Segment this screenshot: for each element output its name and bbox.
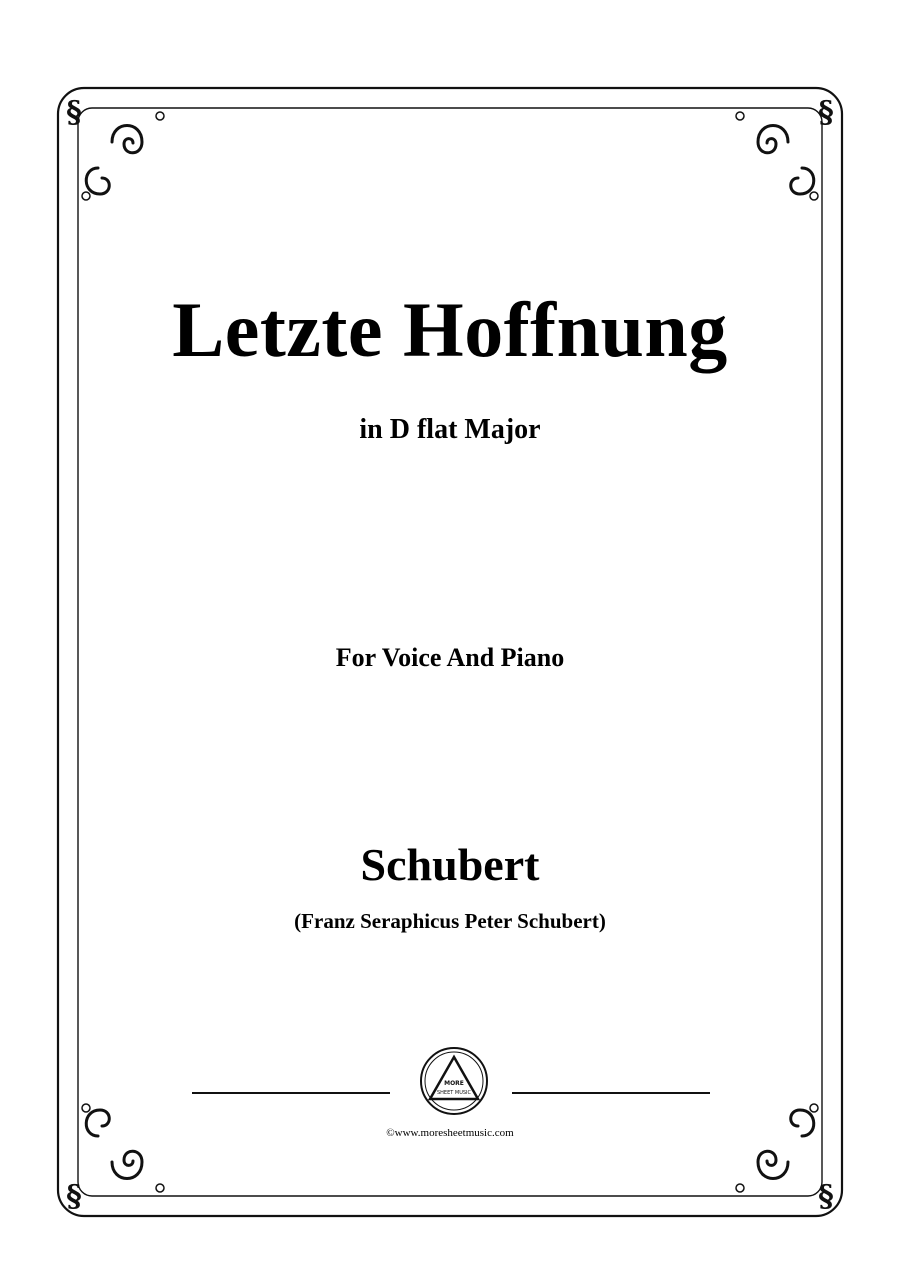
corner-ornament-icon: §: [818, 95, 834, 130]
composer-full-name: (Franz Seraphicus Peter Schubert): [294, 909, 606, 933]
svg-text:MORE: MORE: [444, 1080, 464, 1087]
svg-text:SHEET MUSIC: SHEET MUSIC: [436, 1090, 472, 1096]
triangle-logo-icon: [418, 1045, 490, 1117]
composer-name: Schubert: [360, 839, 540, 890]
website-link[interactable]: ©www.moresheetmusic.com: [386, 1127, 514, 1139]
left-divider: [192, 1092, 390, 1094]
page-title: Letzte Hoffnung: [172, 286, 728, 373]
corner-ornament-icon: §: [818, 1179, 834, 1214]
instrumentation-label: For Voice And Piano: [335, 643, 565, 672]
corner-ornament-icon: §: [66, 1179, 82, 1214]
key-subtitle: in D flat Major: [359, 414, 541, 445]
right-divider: [512, 1092, 710, 1094]
corner-ornament-icon: §: [66, 95, 82, 130]
